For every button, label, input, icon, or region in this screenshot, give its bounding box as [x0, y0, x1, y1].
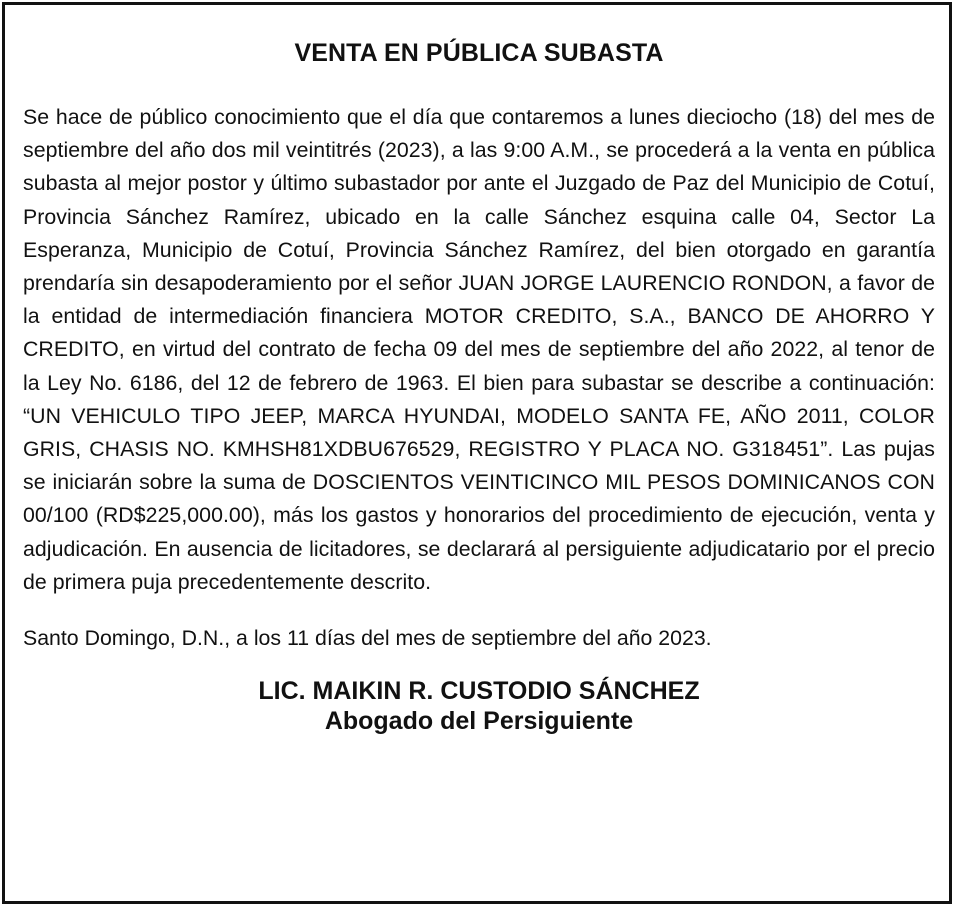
notice-body: Se hace de público conocimiento que el día que contaremos a lunes dieciocho (18) del mes de septiembre del año dos mil veintitrés (2023), a las 9:00 A.M., se procederá a la venta en pública subasta al mejor postor y último subastador por ante el Juzgado de Paz del Municipio de Cotuí, Provincia Sánchez Ramírez, ubicado en la calle Sánchez esquina calle 04, Sector La Esperanza, Municipio de Cotuí, Provincia Sánchez Ramírez, del bien otorgado en garantía prendaría sin desapoderamiento por el señor JUAN JORGE LAURENCIO RONDON, a favor de la entidad de intermediación financiera MOTOR CREDITO, S.A., BANCO DE AHORRO Y CREDITO, en virtud del contrato de fecha 09 del mes de septiembre del año 2022, al tenor de la Ley No. 6186, del 12 de febrero de 1963. El bien para subastar se describe a continuación: “UN VEHICULO TIPO JEEP, MARCA HYUNDAI, MODELO SANTA FE, AÑO 2011, COLOR GRIS, CHASIS NO. KMHSH81XDBU676529, REGISTRO Y PLACA NO. G318451”. Las pujas se iniciarán sobre la suma de DOSCIENTOS VEINTICINCO MIL PESOS DOMINICANOS CON 00/100 (RD$225,000.00), más los gastos y honorarios del procedimiento de ejecución, venta y adjudicación. En ausencia de licitadores, se declarará al persiguiente adjudicatario por el precio de primera puja precedentemente descrito. [23, 105, 935, 594]
notice-content [23, 5, 935, 736]
signature-block [23, 676, 935, 736]
signature-name: LIC. MAIKIN R. CUSTODIO SÁNCHEZ [258, 677, 700, 706]
notice-date-line: Santo Domingo, D.N., a los 11 días del mes de septiembre del año 2023. [23, 626, 712, 651]
signature-role: Abogado del Persiguiente [324, 707, 634, 736]
notice-frame [2, 2, 952, 904]
notice-title: VENTA EN PÚBLICA SUBASTA [294, 39, 664, 67]
